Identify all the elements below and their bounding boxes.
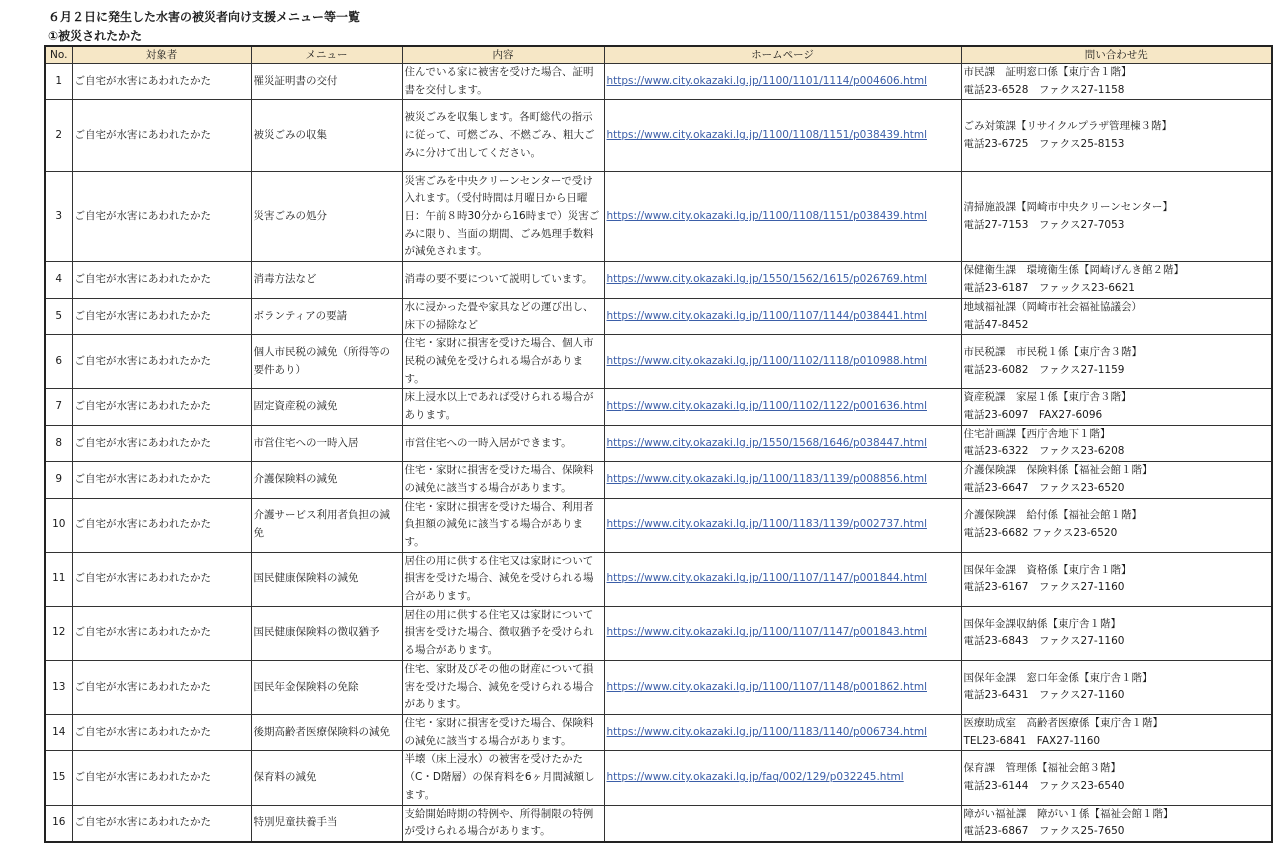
header-homepage: ホームページ [604, 46, 961, 64]
contact-department: 資産税課 家屋１係【東庁舎３階】 [963, 391, 1132, 404]
contact-department: 保育課 管理係【福祉会館３階】 [963, 762, 1121, 775]
table-row [45, 498, 1272, 552]
row-menu: 特別児童扶養手当 [251, 805, 402, 842]
row-content: 半壊（床上浸水）の被害を受けたかた（C・D階層）の保育料を6ヶ月間減額します。 [402, 751, 604, 805]
row-homepage [604, 64, 961, 100]
contact-phone: 電話23-6322 ファクス23-6208 [963, 445, 1125, 458]
row-menu: 介護保険料の減免 [251, 462, 402, 498]
row-menu: 後期高齢者医療保険料の減免 [251, 714, 402, 750]
row-target: ご自宅が水害にあわれたかた [72, 262, 251, 298]
table-header-row [45, 46, 1272, 64]
homepage-link[interactable]: https://www.city.okazaki.lg.jp/1100/1101/1114/p004606.html [606, 74, 927, 87]
row-homepage [604, 498, 961, 552]
contact-phone: 電話23-6187 ファックス23-6621 [963, 282, 1135, 295]
row-content: 災害ごみを中央クリーンセンターで受け入れます。（受付時間は月曜日から日曜日：午前８時30分から16時まで）災害ごみに限り、当面の期間、ごみ処理手数料が減免されます。 [402, 172, 604, 262]
row-target: ご自宅が水害にあわれたかた [72, 100, 251, 172]
homepage-link[interactable]: https://www.city.okazaki.lg.jp/1100/1183/1139/p002737.html [606, 518, 927, 531]
row-homepage [604, 552, 961, 606]
contact-department: 保健衛生課 環境衛生係【岡崎げんき館２階】 [963, 264, 1184, 277]
contact-phone: 電話23-6097 FAX27-6096 [963, 409, 1103, 422]
row-menu: 国民健康保険料の減免 [251, 552, 402, 606]
row-target: ご自宅が水害にあわれたかた [72, 172, 251, 262]
table-row [45, 660, 1272, 714]
row-content: 被災ごみを収集します。各町総代の指示に従って、可燃ごみ、不燃ごみ、粗大ごみに分けて出してください。 [402, 100, 604, 172]
row-contact [961, 172, 1272, 262]
contact-phone: 電話23-6843 ファクス27-1160 [963, 635, 1125, 648]
table-row [45, 389, 1272, 425]
homepage-link[interactable]: https://www.city.okazaki.lg.jp/1100/1183/1140/p006734.html [606, 725, 927, 738]
row-number: 7 [45, 389, 72, 425]
contact-department: 国保年金課 資格係【東庁舎１階】 [963, 563, 1132, 576]
row-number: 8 [45, 425, 72, 461]
contact-department: ごみ対策課【リサイクルプラザ管理棟３階】 [963, 120, 1173, 133]
contact-phone: 電話27-7153 ファクス27-7053 [963, 218, 1125, 231]
row-homepage [604, 714, 961, 750]
contact-phone: 電話23-6167 ファクス27-1160 [963, 581, 1125, 594]
row-contact [961, 805, 1272, 842]
homepage-link[interactable]: https://www.city.okazaki.lg.jp/1100/1107/1147/p001844.html [606, 572, 927, 585]
row-content: 支給開始時期の特例や、所得制限の特例が受けられる場合があります。 [402, 805, 604, 842]
table-row [45, 714, 1272, 750]
row-menu: 個人市民税の減免（所得等の要件あり） [251, 335, 402, 389]
contact-phone: 電話23-6528 ファクス27-1158 [963, 83, 1125, 96]
row-homepage [604, 262, 961, 298]
row-content: 床上浸水以上であれば受けられる場合があります。 [402, 389, 604, 425]
header-no: No. [45, 46, 72, 64]
row-target: ご自宅が水害にあわれたかた [72, 389, 251, 425]
contact-phone: TEL23-6841 FAX27-1160 [963, 734, 1101, 747]
row-number: 15 [45, 751, 72, 805]
table-row [45, 262, 1272, 298]
contact-department: 国保年金課収納係【東庁舎１階】 [963, 617, 1121, 630]
table-row [45, 552, 1272, 606]
row-homepage [604, 100, 961, 172]
homepage-link[interactable]: https://www.city.okazaki.lg.jp/1100/1108/1151/p038439.html [606, 129, 927, 142]
contact-department: 市民課 証明窓口係【東庁舎１階】 [963, 66, 1132, 78]
row-contact [961, 462, 1272, 498]
row-number: 3 [45, 172, 72, 262]
row-homepage [604, 172, 961, 262]
contact-department: 住宅計画課【西庁舎地下１階】 [963, 427, 1111, 440]
row-contact [961, 262, 1272, 298]
homepage-link[interactable]: https://www.city.okazaki.lg.jp/1550/1562/1615/p026769.html [606, 273, 927, 286]
row-number: 14 [45, 714, 72, 750]
row-contact [961, 660, 1272, 714]
homepage-link[interactable]: https://www.city.okazaki.lg.jp/1100/1108/1151/p038439.html [606, 210, 927, 223]
row-menu: 固定資産税の減免 [251, 389, 402, 425]
homepage-link[interactable]: https://www.city.okazaki.lg.jp/1100/1183/1139/p008856.html [606, 472, 927, 485]
table-row [45, 100, 1272, 172]
table-row [45, 335, 1272, 389]
contact-department: 障がい福祉課 障がい１係【福祉会館１階】 [963, 807, 1174, 820]
row-target: ご自宅が水害にあわれたかた [72, 805, 251, 842]
contact-department: 介護保険課 保険料係【福祉会館１階】 [963, 464, 1153, 477]
row-number: 12 [45, 606, 72, 660]
contact-phone: 電話23-6725 ファクス25-8153 [963, 137, 1125, 150]
contact-phone: 電話47-8452 [963, 318, 1029, 331]
row-content: 住宅・家財に損害を受けた場合、個人市民税の減免を受けられる場合があります。 [402, 335, 604, 389]
row-target: ご自宅が水害にあわれたかた [72, 714, 251, 750]
contact-phone: 電話23-6867 ファクス25-7650 [963, 825, 1125, 838]
row-contact [961, 425, 1272, 461]
row-menu: 保育料の減免 [251, 751, 402, 805]
row-homepage [604, 462, 961, 498]
homepage-link[interactable]: https://www.city.okazaki.lg.jp/1100/1102/1118/p010988.html [606, 354, 927, 367]
row-contact [961, 714, 1272, 750]
row-menu: 介護サービス利用者負担の減免 [251, 498, 402, 552]
row-number: 9 [45, 462, 72, 498]
row-content: 市営住宅への一時入居ができます。 [402, 425, 604, 461]
row-contact [961, 498, 1272, 552]
header-target: 対象者 [72, 46, 251, 64]
row-homepage [604, 660, 961, 714]
contact-phone: 電話23-6431 ファクス27-1160 [963, 689, 1125, 702]
row-number: 16 [45, 805, 72, 842]
contact-phone: 電話23-6647 ファクス23-6520 [963, 481, 1125, 494]
page-title: ６月２日に発生した水害の被災者向け支援メニュー等一覧 [48, 10, 361, 24]
contact-phone: 電話23-6082 ファクス27-1159 [963, 363, 1125, 376]
row-number: 5 [45, 298, 72, 334]
row-content: 住宅・家財に損害を受けた場合、保険料の減免に該当する場合があります。 [402, 714, 604, 750]
row-contact [961, 298, 1272, 334]
row-target: ご自宅が水害にあわれたかた [72, 64, 251, 100]
row-menu: 市営住宅への一時入居 [251, 425, 402, 461]
row-content: 住宅・家財に損害を受けた場合、利用者負担額の減免に該当する場合があります。 [402, 498, 604, 552]
row-content: 住宅、家財及びその他の財産について損害を受けた場合、減免を受けられる場合があります。 [402, 660, 604, 714]
row-content: 水に浸かった畳や家具などの運び出し、床下の掃除など [402, 298, 604, 334]
row-target: ご自宅が水害にあわれたかた [72, 606, 251, 660]
row-content: 住んでいる家に被害を受けた場合、証明書を交付します。 [402, 64, 604, 100]
row-menu: 国民年金保険料の免除 [251, 660, 402, 714]
row-target: ご自宅が水害にあわれたかた [72, 498, 251, 552]
row-content: 居住の用に供する住宅又は家財について損害を受けた場合、徴収猶予を受けられる場合があります。 [402, 606, 604, 660]
row-menu: 被災ごみの収集 [251, 100, 402, 172]
support-menu-table [44, 45, 1273, 843]
row-target: ご自宅が水害にあわれたかた [72, 751, 251, 805]
row-target: ご自宅が水害にあわれたかた [72, 335, 251, 389]
contact-department: 介護保険課 給付係【福祉会館１階】 [963, 509, 1142, 522]
homepage-link[interactable]: https://www.city.okazaki.lg.jp/1100/1107/1144/p038441.html [606, 309, 927, 322]
row-number: 1 [45, 64, 72, 100]
row-number: 4 [45, 262, 72, 298]
row-number: 6 [45, 335, 72, 389]
contact-department: 市民税課 市民税１係【東庁舎３階】 [963, 346, 1142, 359]
row-target: ご自宅が水害にあわれたかた [72, 462, 251, 498]
row-homepage [604, 606, 961, 660]
row-menu: 災害ごみの処分 [251, 172, 402, 262]
row-number: 11 [45, 552, 72, 606]
homepage-link[interactable]: https://www.city.okazaki.lg.jp/1100/1102/1122/p001636.html [606, 400, 927, 413]
table-row [45, 425, 1272, 461]
row-contact [961, 100, 1272, 172]
homepage-link[interactable]: https://www.city.okazaki.lg.jp/1100/1107/1148/p001862.html [606, 680, 927, 693]
header-contact: 問い合わせ先 [961, 46, 1272, 64]
row-homepage [604, 425, 961, 461]
contact-department: 清掃施設課【岡崎市中央クリーンセンター】 [963, 201, 1173, 214]
homepage-link[interactable]: https://www.city.okazaki.lg.jp/faq/002/129/p032245.html [606, 771, 904, 784]
row-number: 13 [45, 660, 72, 714]
header-menu: メニュー [251, 46, 402, 64]
row-number: 10 [45, 498, 72, 552]
row-menu: ボランティアの要請 [251, 298, 402, 334]
row-contact [961, 606, 1272, 660]
row-homepage [604, 335, 961, 389]
header-content: 内容 [402, 46, 604, 64]
contact-phone: 電話23-6682 ファクス23-6520 [963, 527, 1118, 540]
row-content: 住宅・家財に損害を受けた場合、保険料の減免に該当する場合があります。 [402, 462, 604, 498]
row-content: 居住の用に供する住宅又は家財について損害を受けた場合、減免を受けられる場合があります。 [402, 552, 604, 606]
contact-department: 地域福祉課（岡崎市社会福祉協議会） [963, 300, 1142, 313]
contact-department: 医療助成室 高齢者医療係【東庁舎１階】 [963, 716, 1163, 729]
row-menu: 罹災証明書の交付 [251, 64, 402, 100]
row-content: 消毒の要不要について説明しています。 [402, 262, 604, 298]
row-homepage [604, 751, 961, 805]
row-target: ご自宅が水害にあわれたかた [72, 425, 251, 461]
homepage-link[interactable]: https://www.city.okazaki.lg.jp/1550/1568/1646/p038447.html [606, 436, 927, 449]
row-homepage [604, 805, 961, 842]
row-contact [961, 552, 1272, 606]
table-row [45, 298, 1272, 334]
homepage-link[interactable]: https://www.city.okazaki.lg.jp/1100/1107/1147/p001843.html [606, 626, 927, 639]
row-contact [961, 389, 1272, 425]
row-menu: 国民健康保険料の徴収猶予 [251, 606, 402, 660]
row-contact [961, 751, 1272, 805]
row-target: ご自宅が水害にあわれたかた [72, 660, 251, 714]
row-target: ご自宅が水害にあわれたかた [72, 298, 251, 334]
row-target: ご自宅が水害にあわれたかた [72, 552, 251, 606]
row-homepage [604, 389, 961, 425]
table-row [45, 751, 1272, 805]
row-contact [961, 335, 1272, 389]
table-row [45, 606, 1272, 660]
row-contact [961, 64, 1272, 100]
table-row [45, 462, 1272, 498]
contact-department: 国保年金課 窓口年金係【東庁舎１階】 [963, 671, 1153, 684]
row-homepage [604, 298, 961, 334]
table-row [45, 64, 1272, 100]
row-number: 2 [45, 100, 72, 172]
table-row [45, 805, 1272, 842]
row-menu: 消毒方法など [251, 262, 402, 298]
table-row [45, 172, 1272, 262]
section-subtitle: ①被災されたかた [48, 29, 143, 43]
contact-phone: 電話23-6144 ファクス23-6540 [963, 779, 1125, 792]
